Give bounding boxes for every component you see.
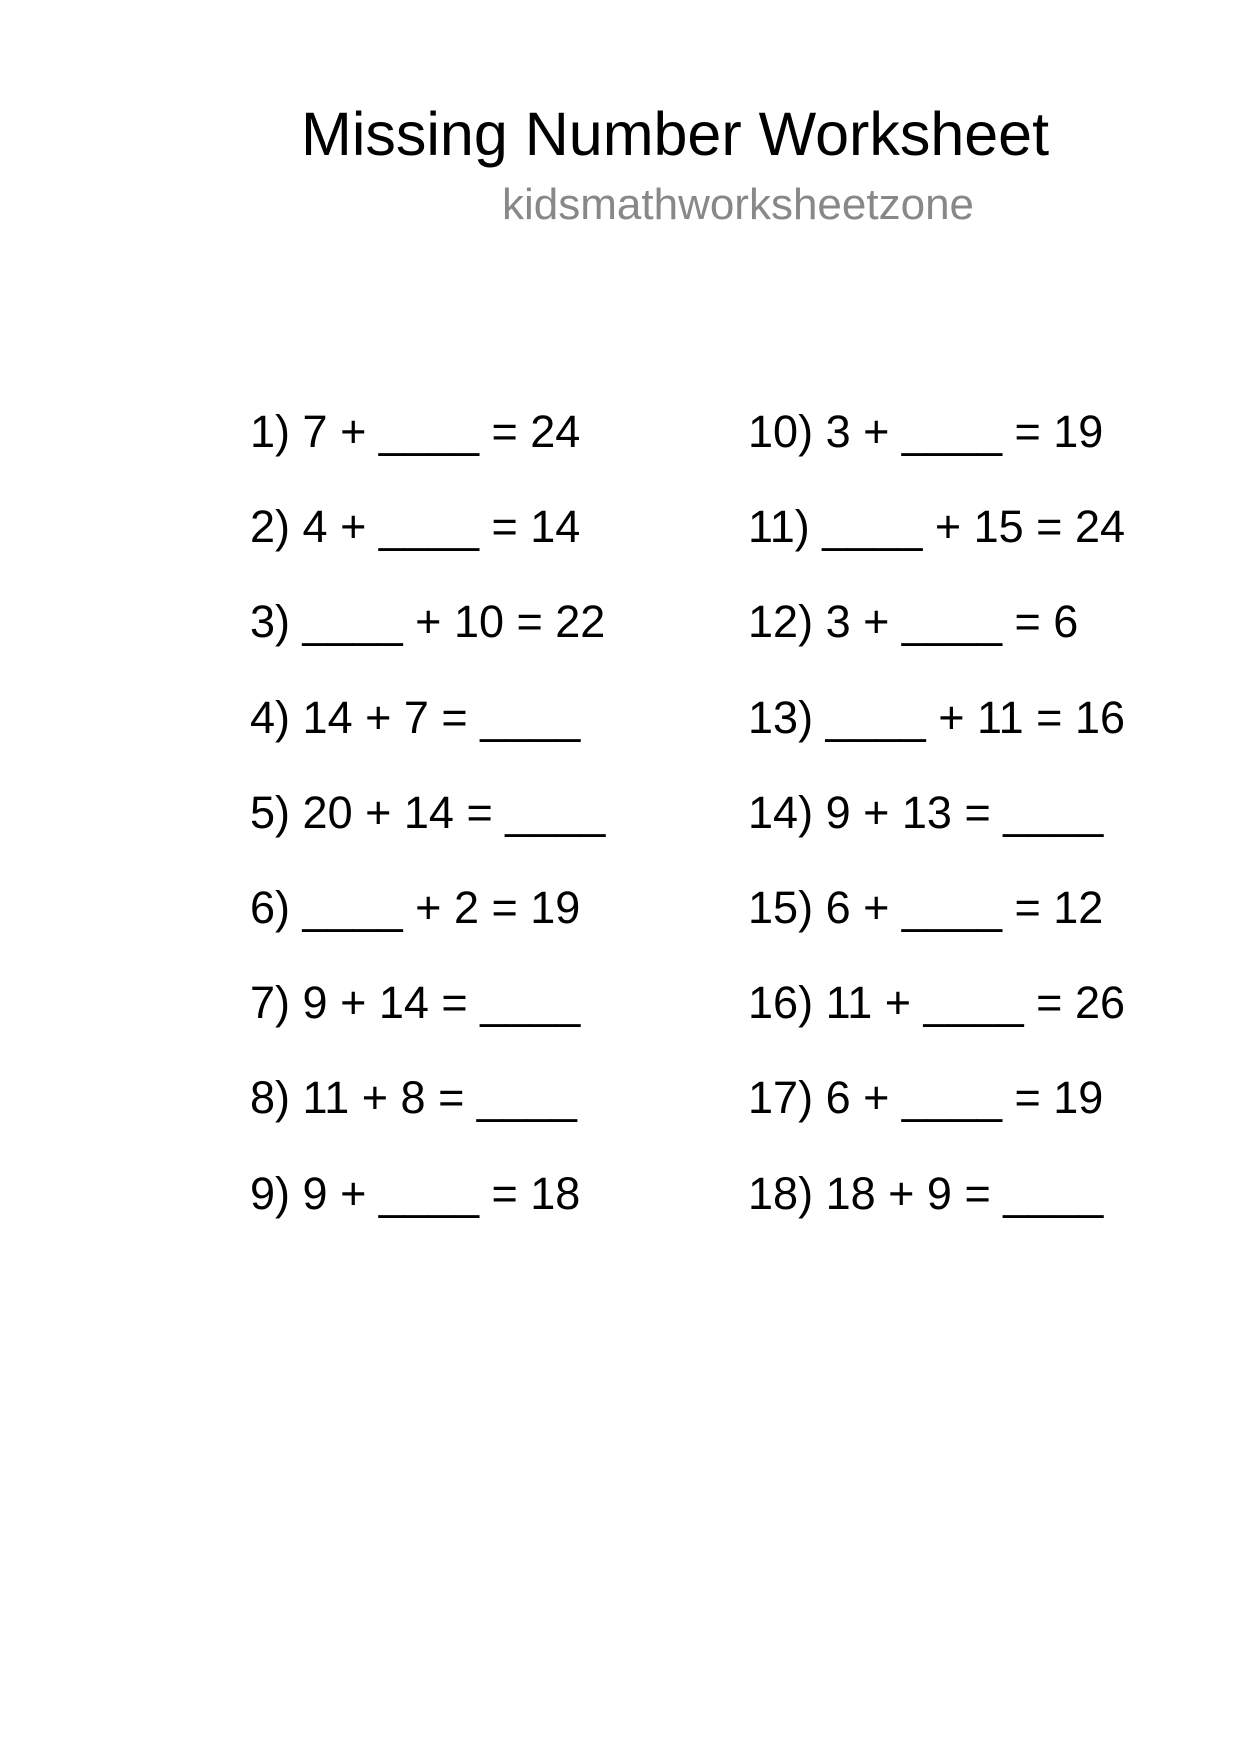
problem-number: 7) [250, 977, 291, 1028]
problem-number: 17) [748, 1072, 814, 1123]
problem-equation: 14 + 7 = ____ [302, 692, 581, 743]
problem-18 [698, 1116, 1103, 1272]
problem-number: 10) [748, 406, 814, 457]
problem-equation: 6 + ____ = 12 [825, 882, 1104, 933]
problem-equation: 20 + 14 = ____ [302, 787, 606, 838]
problem-equation: 7 + ____ = 24 [302, 406, 581, 457]
problem-equation: 3 + ____ = 19 [825, 406, 1104, 457]
problem-number: 14) [748, 787, 814, 838]
problem-equation: ____ + 11 = 16 [825, 692, 1126, 743]
worksheet-subtitle: kidsmathworksheetzone [502, 180, 975, 229]
problem-number: 4) [250, 692, 291, 743]
problem-9 [200, 1116, 580, 1272]
problem-equation: ____ + 15 = 24 [822, 501, 1126, 552]
problem-number: 15) [748, 882, 814, 933]
problem-equation: ____ + 2 = 19 [302, 882, 581, 933]
problem-equation: 9 + 14 = ____ [302, 977, 581, 1028]
problem-equation: 6 + ____ = 19 [825, 1072, 1104, 1123]
problem-number: 13) [748, 692, 814, 743]
problem-equation: 11 + 8 = ____ [302, 1072, 577, 1123]
problem-equation: 18 + 9 = ____ [825, 1168, 1104, 1219]
problem-number: 5) [250, 787, 291, 838]
problem-number: 1) [250, 406, 291, 457]
problem-equation: ____ + 10 = 22 [302, 596, 606, 647]
problem-number: 12) [748, 596, 814, 647]
problem-number: 16) [748, 977, 814, 1028]
problem-number: 8) [250, 1072, 291, 1123]
problem-number: 9) [250, 1168, 291, 1219]
worksheet-title: Missing Number Worksheet [301, 100, 1050, 168]
problem-number: 18) [748, 1168, 814, 1219]
problem-equation: 9 + ____ = 18 [302, 1168, 581, 1219]
problem-number: 2) [250, 501, 291, 552]
problem-equation: 9 + 13 = ____ [825, 787, 1104, 838]
problem-equation: 3 + ____ = 6 [825, 596, 1079, 647]
problem-number: 11) [748, 501, 810, 552]
problem-equation: 4 + ____ = 14 [302, 501, 581, 552]
problem-equation: 11 + ____ = 26 [825, 977, 1126, 1028]
problem-number: 6) [250, 882, 291, 933]
problem-number: 3) [250, 596, 291, 647]
